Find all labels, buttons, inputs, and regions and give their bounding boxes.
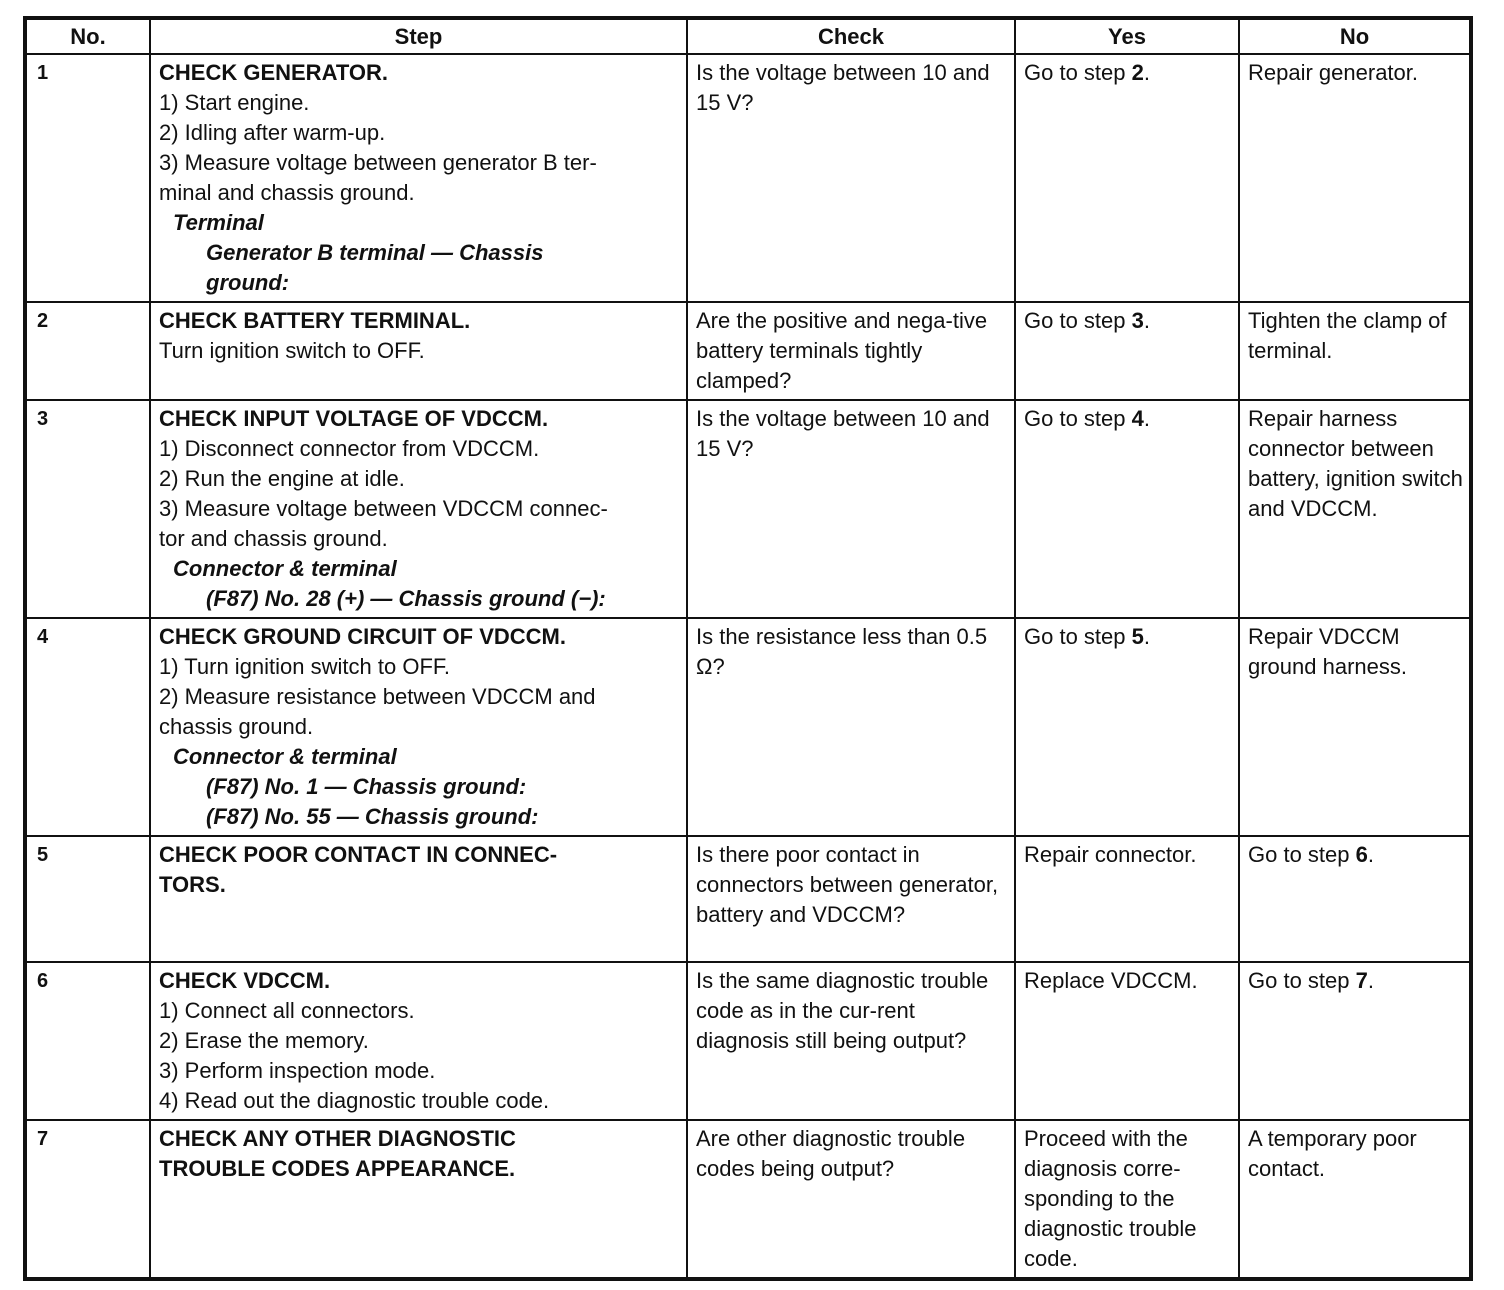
header-yes: Yes <box>1015 18 1239 54</box>
yes-cell: Repair connector. <box>1015 836 1239 962</box>
table-row <box>25 618 1471 836</box>
yes-step-number: 5 <box>1131 624 1144 649</box>
header-no: No. <box>25 18 150 54</box>
step-cell <box>150 618 687 836</box>
step-title: CHECK VDCCM. <box>159 968 331 993</box>
yes-text: Go to step <box>1024 308 1132 333</box>
step-line: 3) Measure voltage between generator B ter- <box>159 150 597 175</box>
no-cell: Tighten the clamp of terminal. <box>1239 302 1471 400</box>
step-line: minal and chassis ground. <box>159 180 415 205</box>
diagnostic-table <box>23 16 1473 1281</box>
step-line: 1) Disconnect connector from VDCCM. <box>159 436 540 461</box>
step-line: 2) Measure resistance between VDCCM and <box>159 684 596 709</box>
step-cell <box>150 54 687 302</box>
yes-suffix: . <box>1143 624 1150 649</box>
table-row <box>25 302 1471 400</box>
terminal-spec: Generator B terminal — Chassis <box>206 240 544 265</box>
step-title: TORS. <box>159 872 226 897</box>
step-number: 4 <box>25 618 150 836</box>
no-step-number: 6 <box>1355 842 1368 867</box>
step-line: tor and chassis ground. <box>159 526 388 551</box>
header-step: Step <box>150 18 687 54</box>
yes-text: Go to step <box>1024 624 1132 649</box>
step-cell <box>150 302 687 400</box>
connector-spec: (F87) No. 1 — Chassis ground: <box>206 774 527 799</box>
connector-heading: Connector & terminal <box>173 556 397 581</box>
no-suffix: . <box>1367 968 1374 993</box>
table-row <box>25 54 1471 302</box>
check-cell: Are other diagnostic trouble codes being output? <box>687 1120 1015 1279</box>
check-cell: Is the voltage between 10 and 15 V? <box>687 400 1015 618</box>
no-cell <box>1239 962 1471 1120</box>
step-title: CHECK GROUND CIRCUIT OF VDCCM. <box>159 624 566 649</box>
step-line: chassis ground. <box>159 714 314 739</box>
header-row <box>25 18 1471 54</box>
step-line: 3) Measure voltage between VDCCM connec- <box>159 496 608 521</box>
step-number: 5 <box>25 836 150 962</box>
connector-spec: (F87) No. 55 — Chassis ground: <box>206 804 539 829</box>
table-row <box>25 1120 1471 1279</box>
step-cell <box>150 836 687 962</box>
step-title: TROUBLE CODES APPEARANCE. <box>159 1156 516 1181</box>
step-line: 1) Start engine. <box>159 90 310 115</box>
yes-step-number: 2 <box>1131 60 1144 85</box>
yes-cell: Proceed with the diagnosis corre-sponding to the diagnostic trouble code. <box>1015 1120 1239 1279</box>
step-line: 2) Erase the memory. <box>159 1028 369 1053</box>
no-text: Go to step <box>1248 842 1356 867</box>
step-cell <box>150 962 687 1120</box>
check-cell: Is the same diagnostic trouble code as in the cur-rent diagnosis still being output? <box>687 962 1015 1120</box>
terminal-spec: ground: <box>206 270 290 295</box>
step-line: 1) Connect all connectors. <box>159 998 415 1023</box>
step-number: 3 <box>25 400 150 618</box>
step-line: 3) Perform inspection mode. <box>159 1058 436 1083</box>
yes-suffix: . <box>1143 60 1150 85</box>
check-cell: Is the voltage between 10 and 15 V? <box>687 54 1015 302</box>
yes-cell <box>1015 302 1239 400</box>
yes-cell <box>1015 400 1239 618</box>
no-step-number: 7 <box>1355 968 1368 993</box>
no-text: Go to step <box>1248 968 1356 993</box>
yes-text: Go to step <box>1024 60 1132 85</box>
step-cell <box>150 1120 687 1279</box>
no-cell: Repair harness connector between battery, ignition switch and VDCCM. <box>1239 400 1471 618</box>
yes-suffix: . <box>1143 308 1150 333</box>
step-title: CHECK GENERATOR. <box>159 60 388 85</box>
no-cell <box>1239 836 1471 962</box>
connector-spec: (F87) No. 28 (+) — Chassis ground (−): <box>206 586 606 611</box>
step-title: CHECK INPUT VOLTAGE OF VDCCM. <box>159 406 549 431</box>
yes-step-number: 4 <box>1131 406 1144 431</box>
table-row <box>25 400 1471 618</box>
no-cell: Repair generator. <box>1239 54 1471 302</box>
yes-step-number: 3 <box>1131 308 1144 333</box>
yes-cell: Replace VDCCM. <box>1015 962 1239 1120</box>
step-cell <box>150 400 687 618</box>
step-title: CHECK ANY OTHER DIAGNOSTIC <box>159 1126 516 1151</box>
check-cell: Are the positive and nega-tive battery terminals tightly clamped? <box>687 302 1015 400</box>
header-check: Check <box>687 18 1015 54</box>
step-line: 4) Read out the diagnostic trouble code. <box>159 1088 550 1113</box>
no-cell: A temporary poor contact. <box>1239 1120 1471 1279</box>
check-cell: Is there poor contact in connectors between generator, battery and VDCCM? <box>687 836 1015 962</box>
yes-cell <box>1015 54 1239 302</box>
step-line: Turn ignition switch to OFF. <box>159 338 425 363</box>
step-line: 2) Run the engine at idle. <box>159 466 405 491</box>
no-cell: Repair VDCCM ground harness. <box>1239 618 1471 836</box>
no-suffix: . <box>1367 842 1374 867</box>
step-number: 7 <box>25 1120 150 1279</box>
header-no-result: No <box>1239 18 1471 54</box>
yes-suffix: . <box>1143 406 1150 431</box>
terminal-heading: Terminal <box>173 210 264 235</box>
check-cell: Is the resistance less than 0.5 Ω? <box>687 618 1015 836</box>
table-row <box>25 836 1471 962</box>
yes-cell <box>1015 618 1239 836</box>
step-number: 1 <box>25 54 150 302</box>
table-row <box>25 962 1471 1120</box>
step-number: 6 <box>25 962 150 1120</box>
step-number: 2 <box>25 302 150 400</box>
yes-text: Go to step <box>1024 406 1132 431</box>
step-line: 1) Turn ignition switch to OFF. <box>159 654 450 679</box>
connector-heading: Connector & terminal <box>173 744 397 769</box>
diagnostic-procedure-sheet <box>23 16 1469 1281</box>
step-line: 2) Idling after warm-up. <box>159 120 386 145</box>
step-title: CHECK POOR CONTACT IN CONNEC- <box>159 842 558 867</box>
step-title: CHECK BATTERY TERMINAL. <box>159 308 471 333</box>
